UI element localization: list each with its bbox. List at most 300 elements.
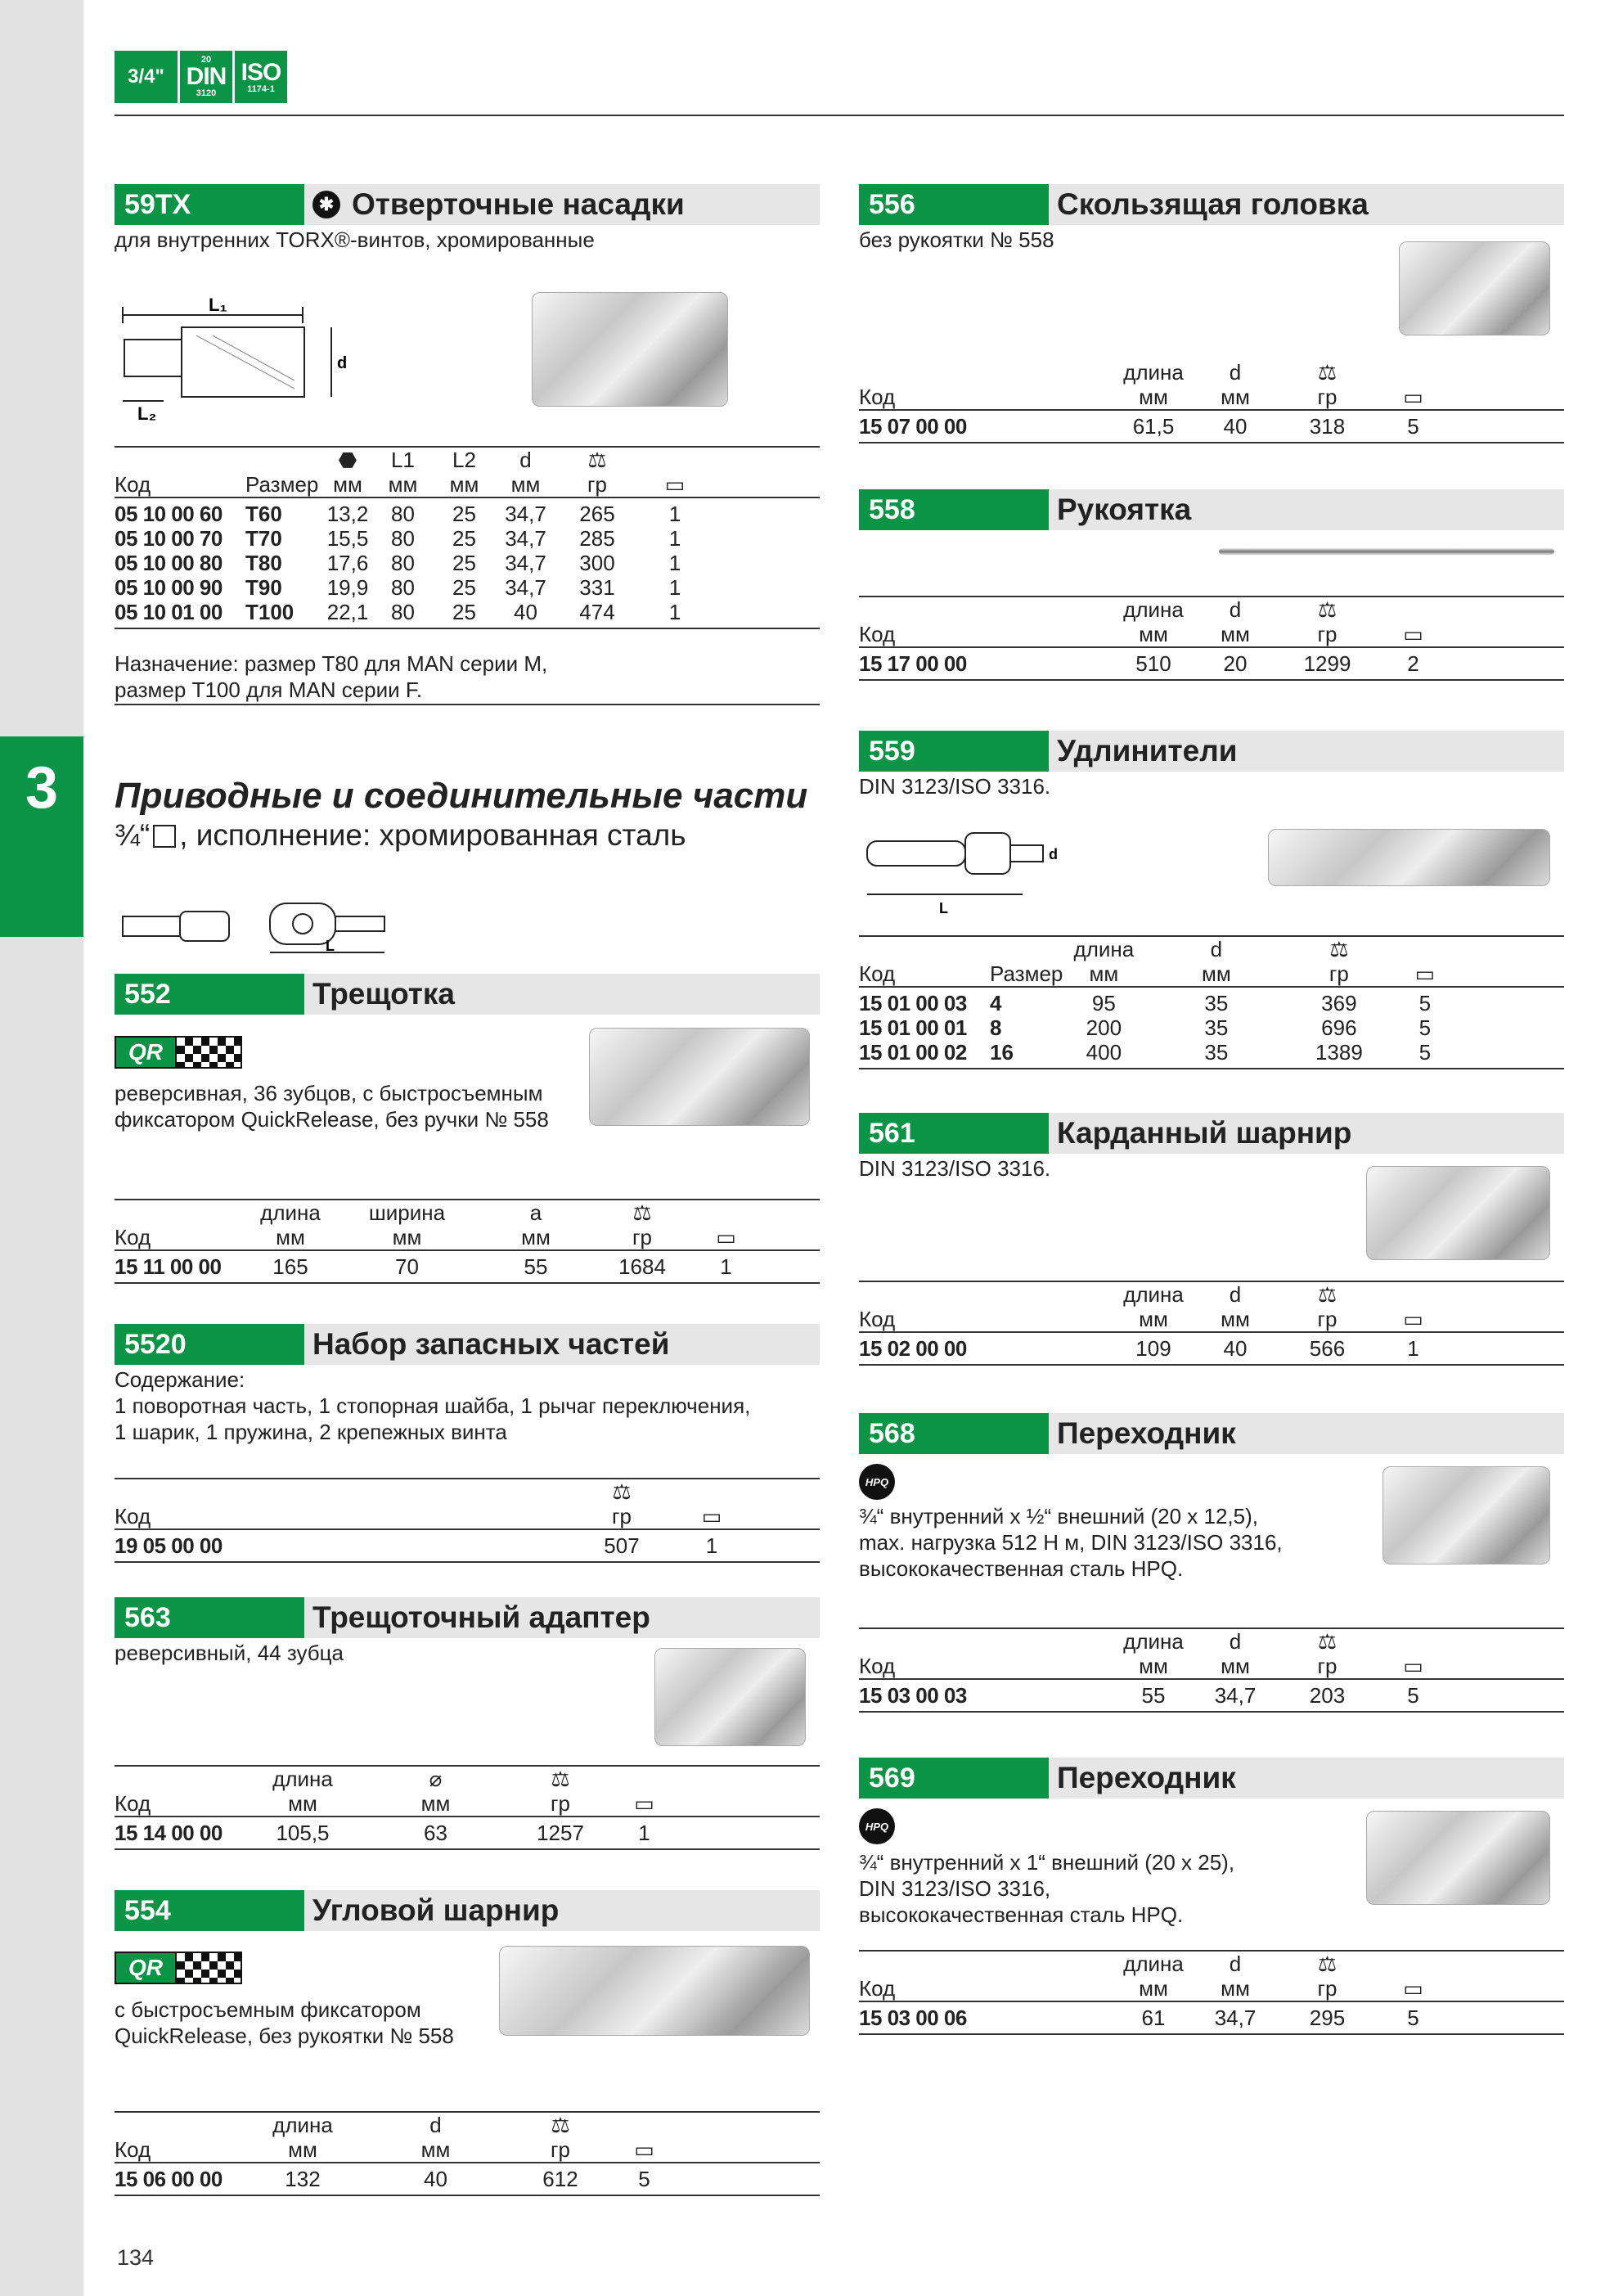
cell-weight: 203 xyxy=(1309,1683,1346,1708)
cell-d: 40 xyxy=(514,600,537,624)
cell-code: 15 03 00 03 xyxy=(859,1683,967,1708)
product-photo xyxy=(532,292,728,407)
cell-weight: 566 xyxy=(1309,1336,1346,1361)
cell-code: 15 11 00 00 xyxy=(115,1254,222,1279)
section-554 xyxy=(115,1890,820,2191)
col-d: d xyxy=(1229,1952,1242,1976)
section-code: 59TX xyxy=(115,184,304,225)
desc-line: Содержание: xyxy=(115,1367,245,1392)
section-header xyxy=(859,1413,1564,1454)
cell-d: 40 xyxy=(1223,1336,1248,1361)
cell-length: 55 xyxy=(1141,1683,1166,1708)
product-photo xyxy=(654,1648,806,1746)
drive-size-label: 3/4" xyxy=(128,65,164,88)
col-length: длина xyxy=(1073,937,1135,961)
col-d-mm: мм xyxy=(1194,1307,1276,1332)
cell-length: 61 xyxy=(1141,2006,1166,2030)
col-weight-gr: гр xyxy=(1276,385,1378,410)
scale-icon: ⚖ xyxy=(587,448,607,472)
spec-table xyxy=(859,1950,1564,2035)
section-description xyxy=(859,1849,1234,1928)
col-code: Код xyxy=(859,622,990,647)
section-559 xyxy=(859,731,1564,1065)
section-title: Удлинители xyxy=(1057,734,1238,768)
table-cell-spacer xyxy=(712,600,820,628)
col-code: Код xyxy=(859,1976,990,2001)
table-cell-spacer xyxy=(712,526,820,551)
col-length: длина xyxy=(272,1767,333,1791)
table-row xyxy=(115,575,820,600)
section-552 xyxy=(115,974,820,1279)
section-code: 561 xyxy=(859,1113,1049,1154)
col-weight-gr: гр xyxy=(511,2137,609,2163)
col-d-mm: мм xyxy=(1194,1976,1276,2001)
table-row xyxy=(115,526,820,551)
cell-code: 05 10 00 70 xyxy=(115,526,223,551)
section-title: Угловой шарнир xyxy=(312,1893,560,1927)
col-width-mm: мм xyxy=(335,1225,479,1250)
table-cell-spacer xyxy=(712,551,820,575)
hex-icon: ⬣ xyxy=(338,448,357,472)
table-row xyxy=(859,2001,1564,2034)
cell-l1: 80 xyxy=(391,526,415,551)
cell-d: 34,7 xyxy=(1214,1683,1257,1708)
col-code: Код xyxy=(115,1504,245,1529)
cell-length: 95 xyxy=(1091,991,1116,1015)
section-title: Трещотка xyxy=(312,977,455,1011)
box-icon: ▭ xyxy=(634,1791,654,1816)
desc-line: max. нагрузка 512 Н м, DIN 3123/ISO 3316, xyxy=(859,1530,1283,1555)
cell-d: 20 xyxy=(1223,651,1248,676)
section-title: Скользящая головка xyxy=(1057,187,1369,221)
section-code: 569 xyxy=(859,1758,1049,1799)
box-icon: ▭ xyxy=(1403,1307,1423,1331)
square-drive-icon xyxy=(153,825,176,848)
section-header xyxy=(115,1597,820,1638)
note-line: размер T100 для MAN серии F. xyxy=(115,678,423,702)
section-556 xyxy=(859,184,1564,439)
col-code: Код xyxy=(859,961,990,987)
cell-hex: 22,1 xyxy=(326,600,369,624)
cell-length: 109 xyxy=(1135,1336,1171,1361)
col-d-mm: мм xyxy=(1144,961,1288,987)
svg-text:L: L xyxy=(326,938,335,954)
cell-code: 19 05 00 00 xyxy=(115,1533,223,1558)
section-header xyxy=(859,1758,1564,1799)
col-code: Код xyxy=(115,1225,245,1250)
cell-weight: 1299 xyxy=(1303,651,1351,676)
section-569 xyxy=(859,1758,1564,2030)
col-weight-gr: гр xyxy=(593,1225,691,1250)
section-59tx xyxy=(115,184,820,702)
cell-pack: 1 xyxy=(668,600,681,624)
table-cell-spacer xyxy=(1459,1040,1564,1069)
col-code: Код xyxy=(859,1654,990,1679)
qr-icon: QR xyxy=(115,1952,177,1984)
cell-code: 15 06 00 00 xyxy=(115,2167,223,2191)
cell-l2: 25 xyxy=(452,600,476,624)
svg-text:L₁: L₁ xyxy=(209,295,227,315)
box-icon: ▭ xyxy=(1403,622,1423,646)
cell-size: T80 xyxy=(245,551,282,575)
cell-l2: 25 xyxy=(452,502,476,526)
drive-size-logo xyxy=(115,51,178,103)
cell-code: 15 01 00 03 xyxy=(859,991,967,1015)
cell-pack: 5 xyxy=(1418,1040,1432,1065)
section-563 xyxy=(115,1597,820,1845)
cell-weight: 507 xyxy=(604,1533,640,1558)
din-logo xyxy=(180,51,232,103)
scale-icon: ⚖ xyxy=(1317,1629,1338,1654)
cell-weight: 331 xyxy=(579,575,615,600)
section-description xyxy=(859,1503,1283,1582)
col-d-mm: мм xyxy=(360,2137,511,2163)
col-weight-gr: гр xyxy=(1276,1654,1378,1679)
cell-size: T100 xyxy=(245,600,294,624)
chapter-number: 3 xyxy=(25,755,59,821)
cell-code: 15 02 00 00 xyxy=(859,1336,967,1361)
cell-d: 40 xyxy=(1223,414,1248,439)
table-cell-spacer xyxy=(1459,987,1564,1015)
box-icon: ▭ xyxy=(701,1504,722,1528)
cell-code: 15 03 00 06 xyxy=(859,2006,967,2030)
svg-text:d: d xyxy=(337,354,348,372)
cell-pack: 1 xyxy=(638,1821,650,1845)
box-icon: ▭ xyxy=(664,472,686,497)
col-d: d xyxy=(429,2113,442,2137)
standards-logos xyxy=(115,51,287,103)
cell-code: 15 01 00 02 xyxy=(859,1040,967,1065)
cell-diameter: 63 xyxy=(424,1821,447,1845)
col-length-mm: мм xyxy=(245,1791,360,1817)
cell-l1: 80 xyxy=(391,502,415,526)
col-d: d xyxy=(1210,937,1223,961)
table-row xyxy=(115,1250,820,1283)
cell-d: 34,7 xyxy=(505,502,546,526)
quickrelease-badge xyxy=(115,1036,242,1069)
cell-weight: 318 xyxy=(1309,414,1346,439)
desc-line: высококачественная сталь HPQ. xyxy=(859,1902,1184,1927)
section-header xyxy=(115,1324,820,1365)
section-header xyxy=(115,184,820,225)
table-row xyxy=(115,2163,820,2195)
cell-d: 34,7 xyxy=(505,551,546,575)
product-photo xyxy=(1366,1166,1550,1260)
col-weight-gr: гр xyxy=(1288,961,1390,987)
cell-pack: 5 xyxy=(1418,991,1432,1015)
col-weight-gr: гр xyxy=(511,1791,609,1817)
cell-size: T60 xyxy=(245,502,282,526)
box-icon: ▭ xyxy=(1414,961,1436,986)
cell-d: 35 xyxy=(1204,1015,1229,1040)
cell-weight: 696 xyxy=(1321,1015,1357,1040)
cell-d: 34,7 xyxy=(505,526,546,551)
table-row xyxy=(115,497,820,526)
cell-pack: 1 xyxy=(668,502,681,526)
scale-icon: ⚖ xyxy=(1317,360,1338,385)
cell-length: 510 xyxy=(1135,651,1171,676)
cell-weight: 369 xyxy=(1321,991,1357,1015)
qr-icon: QR xyxy=(115,1036,177,1069)
quickrelease-badge xyxy=(115,1952,242,1984)
checker-flag-icon xyxy=(177,1036,242,1069)
section-description: DIN 3123/ISO 3316. xyxy=(859,1156,1051,1181)
cell-pack: 1 xyxy=(668,551,681,575)
col-weight-gr: гр xyxy=(1276,1976,1378,2001)
product-photo xyxy=(1219,548,1554,555)
col-code: Код xyxy=(859,1307,990,1332)
cell-weight: 1257 xyxy=(537,1821,584,1845)
col-length: длина xyxy=(1123,1282,1184,1307)
cell-pack: 2 xyxy=(1407,651,1419,676)
col-code: Код xyxy=(859,385,990,410)
desc-line: QuickRelease, без рукоятки № 558 xyxy=(115,2024,454,2048)
col-length-mm: мм xyxy=(1113,1654,1194,1679)
section-description: реверсивный, 44 зубца xyxy=(115,1641,344,1665)
col-weight-gr: гр xyxy=(1276,622,1378,647)
section-code: 554 xyxy=(115,1890,304,1931)
iso-label: ISO xyxy=(241,58,281,86)
section-description: DIN 3123/ISO 3316. xyxy=(859,774,1051,799)
table-cell-spacer xyxy=(712,497,820,526)
box-icon: ▭ xyxy=(716,1225,736,1249)
cell-hex: 19,9 xyxy=(326,575,369,600)
section-code: 556 xyxy=(859,184,1049,225)
table-row xyxy=(115,1817,820,1849)
torx-icon: ✱ xyxy=(312,191,340,218)
table-row xyxy=(859,1679,1564,1712)
cell-l1: 80 xyxy=(391,575,415,600)
table-row xyxy=(859,1015,1564,1040)
section-description xyxy=(115,1080,549,1132)
col-length-mm: мм xyxy=(1113,1307,1194,1332)
box-icon: ▭ xyxy=(634,2137,654,2162)
spec-table xyxy=(859,596,1564,681)
spec-table xyxy=(859,1281,1564,1366)
iso-logo xyxy=(235,51,287,103)
table-row xyxy=(859,1040,1564,1069)
section-header xyxy=(859,489,1564,530)
scale-icon: ⚖ xyxy=(1329,937,1349,961)
cell-pack: 5 xyxy=(1407,1683,1419,1708)
table-body xyxy=(859,987,1564,1069)
scale-icon: ⚖ xyxy=(551,1767,570,1791)
note-line: Назначение: размер T80 для MAN серии M, xyxy=(115,651,548,676)
svg-text:L: L xyxy=(939,900,948,915)
col-length: длина xyxy=(1123,597,1184,622)
section-header xyxy=(859,184,1564,225)
top-rule xyxy=(115,115,1564,116)
cell-d: 35 xyxy=(1204,991,1229,1015)
cell-width: 70 xyxy=(395,1254,419,1279)
section-code: 552 xyxy=(115,974,304,1015)
section-title: Карданный шарнир xyxy=(1057,1116,1352,1150)
svg-text:L₂: L₂ xyxy=(137,403,157,421)
col-d-mm: мм xyxy=(1194,385,1276,410)
col-code: Код xyxy=(115,2137,245,2163)
desc-line: ¾“ внутренний х ½“ внешний (20 x 12,5), xyxy=(859,1504,1258,1528)
col-length-mm: мм xyxy=(245,1225,335,1250)
table-row xyxy=(859,647,1564,680)
svg-text:d: d xyxy=(1049,846,1058,862)
cell-hex: 13,2 xyxy=(326,502,369,526)
section-title: Переходник xyxy=(1057,1761,1236,1794)
cell-length: 400 xyxy=(1086,1040,1122,1065)
spec-table xyxy=(115,2111,820,2196)
col-d-mm: мм xyxy=(1194,622,1276,647)
box-icon: ▭ xyxy=(1403,385,1423,409)
product-photo xyxy=(499,1946,810,2036)
spec-table xyxy=(859,1627,1564,1713)
section-code: 5520 xyxy=(115,1324,304,1365)
col-weight-gr: гр xyxy=(556,472,638,497)
cell-pack: 5 xyxy=(1418,1015,1432,1040)
cell-l2: 25 xyxy=(452,575,476,600)
cell-size: 8 xyxy=(990,1015,1002,1040)
col-hex-mm: мм xyxy=(323,472,372,497)
cell-a: 55 xyxy=(524,1254,548,1279)
table-row xyxy=(859,410,1564,443)
table-row xyxy=(859,1332,1564,1365)
section-title-wrap xyxy=(304,184,820,225)
section-description: без рукоятки № 558 xyxy=(859,227,1054,252)
scale-icon: ⚖ xyxy=(632,1200,652,1225)
hpq-icon: HPQ xyxy=(859,1808,895,1844)
section-code: 563 xyxy=(115,1597,304,1638)
col-d-mm: мм xyxy=(1194,1654,1276,1679)
desc-line: 1 поворотная часть, 1 стопорная шайба, 1 рычаг переключения, xyxy=(115,1393,751,1418)
cell-code: 15 17 00 00 xyxy=(859,651,967,676)
section-5520 xyxy=(115,1324,820,1558)
product-photo xyxy=(1399,241,1550,335)
cell-code: 05 10 00 60 xyxy=(115,502,223,526)
drive-parts-subtitle xyxy=(115,818,686,853)
cell-weight: 1389 xyxy=(1315,1040,1363,1065)
col-length: длина xyxy=(1123,1952,1184,1976)
col-size: Размер xyxy=(245,472,323,497)
cell-weight: 474 xyxy=(579,600,615,624)
table-row xyxy=(115,1529,820,1562)
cell-code: 05 10 01 00 xyxy=(115,600,223,624)
col-d: d xyxy=(1229,1282,1242,1307)
cell-d: 34,7 xyxy=(1214,2006,1257,2030)
desc-line: DIN 3123/ISO 3316, xyxy=(859,1876,1051,1901)
section-header xyxy=(859,731,1564,772)
desc-line: фиксатором QuickRelease, без ручки № 558 xyxy=(115,1107,549,1132)
section-code: 568 xyxy=(859,1413,1049,1454)
checker-flag-icon xyxy=(177,1952,242,1984)
col-length-mm: мм xyxy=(1063,961,1144,987)
hpq-icon: HPQ xyxy=(859,1464,895,1500)
scale-icon: ⚖ xyxy=(612,1479,632,1504)
spec-table xyxy=(859,360,1564,443)
spec-table xyxy=(115,446,820,629)
col-diameter: ⌀ xyxy=(429,1767,443,1791)
cell-l1: 80 xyxy=(391,600,415,624)
scale-icon: ⚖ xyxy=(1317,1282,1338,1307)
section-title: Отверточные насадки xyxy=(352,187,685,221)
section-code: 558 xyxy=(859,489,1049,530)
section-header xyxy=(859,1113,1564,1154)
desc-line: ¾“ внутренний х 1“ внешний (20 x 25), xyxy=(859,1850,1235,1875)
cell-length: 200 xyxy=(1086,1015,1122,1040)
col-length: длина xyxy=(1123,1629,1184,1654)
cell-length: 105,5 xyxy=(276,1821,330,1845)
cell-code: 15 01 00 01 xyxy=(859,1015,967,1040)
desc-line: 1 шарик, 1 пружина, 2 крепежных винта xyxy=(115,1420,507,1444)
table-row xyxy=(859,987,1564,1015)
cell-pack: 1 xyxy=(1407,1336,1419,1361)
col-length: длина xyxy=(260,1200,321,1225)
section-description xyxy=(115,1997,454,2049)
table-row xyxy=(115,600,820,628)
spec-table xyxy=(115,1199,820,1284)
bit-drawing xyxy=(115,290,360,421)
drive-size-prefix: ¾“ xyxy=(115,818,151,852)
col-length-mm: мм xyxy=(1113,622,1194,647)
col-diameter-mm: мм xyxy=(360,1791,511,1817)
cell-code: 15 07 00 00 xyxy=(859,414,967,439)
cell-length: 61,5 xyxy=(1132,414,1175,439)
drive-parts-subtitle-text: , исполнение: хромированная сталь xyxy=(179,818,686,852)
din-bottom-label: 3120 xyxy=(196,88,217,98)
col-a: a xyxy=(529,1200,542,1225)
cell-pack: 5 xyxy=(1407,2006,1419,2030)
table-cell-spacer xyxy=(712,575,820,600)
col-d: d xyxy=(519,448,532,472)
product-photo xyxy=(1366,1811,1550,1905)
cell-pack: 1 xyxy=(668,526,681,551)
col-l1: L1 xyxy=(391,448,415,472)
cell-d: 35 xyxy=(1204,1040,1229,1065)
drive-parts-title: Приводные и соединительные части xyxy=(115,776,808,816)
col-d: d xyxy=(1229,597,1242,622)
cell-weight: 295 xyxy=(1309,2006,1346,2030)
cell-size: 16 xyxy=(990,1040,1014,1065)
table-cell-spacer xyxy=(1459,1015,1564,1040)
scale-icon: ⚖ xyxy=(1317,1952,1338,1976)
cell-hex: 17,6 xyxy=(326,551,369,575)
section-title: Рукоятка xyxy=(1057,493,1192,526)
section-title: Набор запасных частей xyxy=(312,1327,670,1361)
section-description: для внутренних TORX®-винтов, хромированные xyxy=(115,227,595,252)
extension-drawing xyxy=(859,817,1072,915)
desc-line: высококачественная сталь HPQ. xyxy=(859,1556,1184,1581)
col-length: длина xyxy=(272,2113,333,2137)
box-icon: ▭ xyxy=(1403,1976,1423,2001)
cell-code: 05 10 00 90 xyxy=(115,575,223,600)
cell-l2: 25 xyxy=(452,526,476,551)
cell-code: 15 14 00 00 xyxy=(115,1821,223,1845)
cell-l2: 25 xyxy=(452,551,476,575)
col-d: d xyxy=(1229,360,1242,385)
spec-table xyxy=(115,1765,820,1850)
section-568 xyxy=(859,1413,1564,1708)
col-a-mm: мм xyxy=(479,1225,593,1250)
section-description xyxy=(115,1366,820,1445)
col-code: Код xyxy=(115,1791,245,1817)
cell-weight: 300 xyxy=(579,551,615,575)
din-label: DIN xyxy=(186,63,227,90)
col-weight-gr: гр xyxy=(1276,1307,1378,1332)
cell-pack: 1 xyxy=(720,1254,732,1279)
product-photo xyxy=(1268,829,1550,886)
col-l1-mm: мм xyxy=(372,472,434,497)
section-title: Переходник xyxy=(1057,1416,1236,1450)
scale-icon: ⚖ xyxy=(551,2113,570,2137)
col-length-mm: мм xyxy=(245,2137,360,2163)
cell-pack: 5 xyxy=(638,2167,650,2191)
